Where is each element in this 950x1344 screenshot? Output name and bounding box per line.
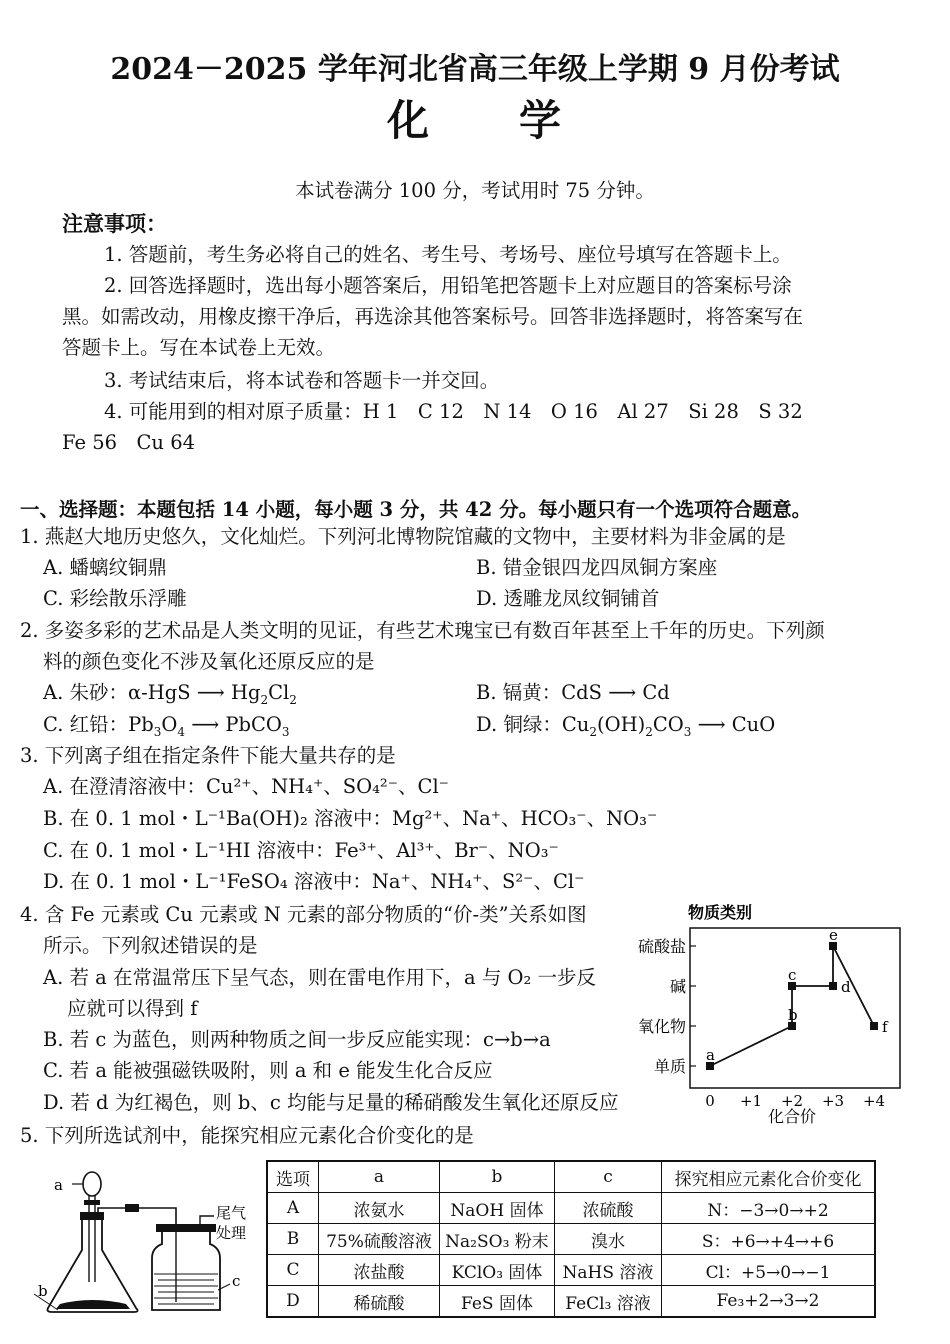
notice-line: 3. 考试结束后，将本试卷和答题卡一并交回。 — [104, 369, 500, 392]
table-cell: N：−3→0→+2 — [662, 1193, 876, 1224]
chart-point-d — [829, 982, 837, 990]
tube-joint — [125, 1204, 139, 1212]
table-header: 探究相应元素化合价变化 — [662, 1161, 876, 1193]
chart-connector-line — [833, 946, 874, 1026]
chart-point-label: a — [706, 1046, 715, 1064]
label-b: b — [38, 1282, 48, 1300]
label-exhaust: 尾气 — [216, 1204, 247, 1222]
chart-xlabel: 化合价 — [767, 1107, 817, 1126]
subject-title: 化 学 — [386, 96, 563, 145]
question-4-stem-cont: 所示。下列叙述错误的是 — [43, 934, 258, 957]
solid-b — [56, 1300, 130, 1309]
chart-x-tick-label: +3 — [821, 1092, 845, 1110]
table-cell: 稀硫酸 — [319, 1286, 440, 1318]
section-heading: 一、选择题：本题包括 14 小题，每小题 3 分，共 42 分。每小题只有一个选项符合题意。 — [20, 498, 812, 521]
q4-option-a[interactable]: A. 若 a 在常温常压下呈气态，则在雷电作用下，a 与 O₂ 一步反 — [43, 966, 597, 989]
q4-option-b[interactable]: B. 若 c 为蓝色，则两种物质之间一步反应能实现：c→b→a — [43, 1028, 551, 1051]
table-cell: S：+6→+4→+6 — [662, 1224, 876, 1255]
funnel-stopcock — [84, 1200, 100, 1205]
table-cell: 75%硫酸溶液 — [319, 1224, 440, 1255]
table-cell: 溴水 — [555, 1224, 662, 1255]
table-cell: KClO₃ 固体 — [440, 1255, 555, 1286]
chart-point-label: d — [841, 978, 851, 996]
bottle-stopper — [156, 1224, 216, 1232]
chart-ylabel: 物质类别 — [687, 903, 753, 922]
chart-point-label: b — [788, 1006, 798, 1024]
question-2-stem: 2. 多姿多彩的艺术品是人类文明的见证，有些艺术瑰宝已有数百年甚至上千年的历史。下列颜 — [20, 619, 825, 642]
chart-y-tick-label: 氧化物 — [637, 1017, 686, 1036]
flask-stopper — [80, 1212, 104, 1220]
solution-c — [154, 1274, 218, 1304]
q2-option-c[interactable]: C. 红铅：$Pb_3O_4$ ⟶ PbCO$_3$ — [43, 713, 290, 739]
notice-line: 4. 可能用到的相对原子质量：H 1 C 12 N 14 O 16 Al 27 Si 28 S 32 — [104, 400, 803, 423]
table-cell: 浓氨水 — [319, 1193, 440, 1224]
label-a: a — [54, 1176, 63, 1194]
table-header: a — [319, 1161, 440, 1193]
q4-option-d[interactable]: D. 若 d 为红褐色，则 b、c 均能与足量的稀硝酸发生氧化还原反应 — [43, 1091, 619, 1114]
q1-option-b[interactable]: B. 错金银四龙四凤铜方案座 — [476, 556, 718, 579]
table-cell: 浓硫酸 — [555, 1193, 662, 1224]
exam-title: 2024－2025 学年河北省高三年级上学期 9 月份考试 — [110, 52, 840, 87]
q1-option-c[interactable]: C. 彩绘散乐浮雕 — [43, 587, 187, 610]
table-cell: C — [267, 1255, 319, 1286]
table-row[interactable] — [267, 1193, 875, 1224]
chart-point-label: e — [829, 926, 838, 944]
question-4-stem: 4. 含 Fe 元素或 Cu 元素或 N 元素的部分物质的“价-类”关系如图 — [20, 903, 587, 926]
table-header: c — [555, 1161, 662, 1193]
table-row[interactable] — [267, 1224, 875, 1255]
q2-option-a[interactable]: A. 朱砂：α-HgS ⟶ $Hg_2Cl_2$ — [43, 681, 297, 707]
chart-y-tick-label: 单质 — [653, 1057, 686, 1076]
notice-line: Fe 56 Cu 64 — [62, 431, 196, 454]
question-1-stem: 1. 燕赵大地历史悠久，文化灿烂。下列河北博物院馆藏的文物中，主要材料为非金属的是 — [20, 525, 786, 548]
table-cell: D — [267, 1286, 319, 1318]
gas-apparatus-diagram — [30, 1162, 262, 1322]
q3-option-c[interactable]: C. 在 0. 1 mol・L⁻¹HI 溶液中：Fe³⁺、Al³⁺、Br⁻、NO₃⁻ — [43, 839, 559, 862]
q3-option-b[interactable]: B. 在 0. 1 mol・L⁻¹Ba(OH)₂ 溶液中：Mg²⁺、Na⁺、HCO₃⁻、NO₃⁻ — [43, 807, 658, 830]
q1-option-a[interactable]: A. 蟠螭纹铜鼎 — [43, 556, 167, 579]
notice-heading: 注意事项： — [62, 211, 167, 236]
table-cell: FeS 固体 — [440, 1286, 555, 1318]
table-cell: B — [267, 1224, 319, 1255]
label-c: c — [232, 1272, 241, 1290]
q2-option-b[interactable]: B. 镉黄：CdS ⟶ Cd — [476, 681, 670, 704]
table-cell: Na₂SO₃ 粉末 — [440, 1224, 555, 1255]
q5-option-table — [266, 1160, 876, 1318]
table-cell: NaHS 溶液 — [555, 1255, 662, 1286]
chart-x-tick-label: +2 — [780, 1092, 804, 1110]
notice-line: 答题卡上。写在本试卷上无效。 — [62, 336, 336, 359]
chart-connector-line — [710, 1026, 792, 1066]
chart-x-tick-label: 0 — [705, 1092, 715, 1110]
q2-option-d[interactable]: D. 铜绿：$Cu_2(OH)_2CO_3$ ⟶ CuO — [476, 713, 776, 739]
funnel-bulb — [83, 1172, 101, 1196]
notice-line: 1. 答题前，考生务必将自己的姓名、考生号、考场号、座位号填写在答题卡上。 — [104, 243, 792, 266]
notice-line: 黑。如需改动，用橡皮擦干净后，再选涂其他答案标号。回答非选择题时，将答案写在 — [62, 305, 804, 328]
chart-point-label: f — [882, 1018, 888, 1036]
chart-y-tick-label: 碱 — [669, 977, 686, 996]
q3-option-d[interactable]: D. 在 0. 1 mol・L⁻¹FeSO₄ 溶液中：Na⁺、NH₄⁺、S²⁻、Cl⁻ — [43, 870, 585, 893]
chart-point-f — [870, 1022, 878, 1030]
exam-info: 本试卷满分 100 分，考试用时 75 分钟。 — [295, 179, 655, 202]
notice-line: 2. 回答选择题时，选出每小题答案后，用铅笔把答题卡上对应题目的答案标号涂 — [104, 274, 792, 297]
table-cell: 浓盐酸 — [319, 1255, 440, 1286]
chart-point-label: c — [788, 966, 797, 984]
table-cell: Fe₃+2→3→2 — [662, 1286, 876, 1318]
conical-flask — [48, 1220, 138, 1312]
valence-class-chart — [620, 896, 920, 1132]
table-header: 选项 — [267, 1161, 319, 1193]
chart-x-tick-label: +4 — [862, 1092, 886, 1110]
chart-y-tick-label: 硫酸盐 — [637, 937, 686, 956]
q4-option-a-cont: 应就可以得到 f — [67, 997, 198, 1020]
table-cell: A — [267, 1193, 319, 1224]
q4-option-c[interactable]: C. 若 a 能被强磁铁吸附，则 a 和 e 能发生化合反应 — [43, 1059, 493, 1082]
chart-x-tick-label: +1 — [739, 1092, 763, 1110]
table-cell: FeCl₃ 溶液 — [555, 1286, 662, 1318]
question-2-stem-cont: 料的颜色变化不涉及氧化还原反应的是 — [43, 650, 375, 673]
table-row[interactable] — [267, 1286, 875, 1318]
question-5-stem: 5. 下列所选试剂中，能探究相应元素化合价变化的是 — [20, 1124, 474, 1147]
table-header-row — [267, 1161, 875, 1193]
table-cell: Cl：+5→0→−1 — [662, 1255, 876, 1286]
q1-option-d[interactable]: D. 透雕龙凤纹铜铺首 — [476, 587, 660, 610]
label-exhaust-treatment: 处理 — [216, 1224, 247, 1242]
question-3-stem: 3. 下列离子组在指定条件下能大量共存的是 — [20, 744, 396, 767]
q3-option-a[interactable]: A. 在澄清溶液中：Cu²⁺、NH₄⁺、SO₄²⁻、Cl⁻ — [43, 775, 449, 798]
table-row[interactable] — [267, 1255, 875, 1286]
table-cell: NaOH 固体 — [440, 1193, 555, 1224]
table-header: b — [440, 1161, 555, 1193]
